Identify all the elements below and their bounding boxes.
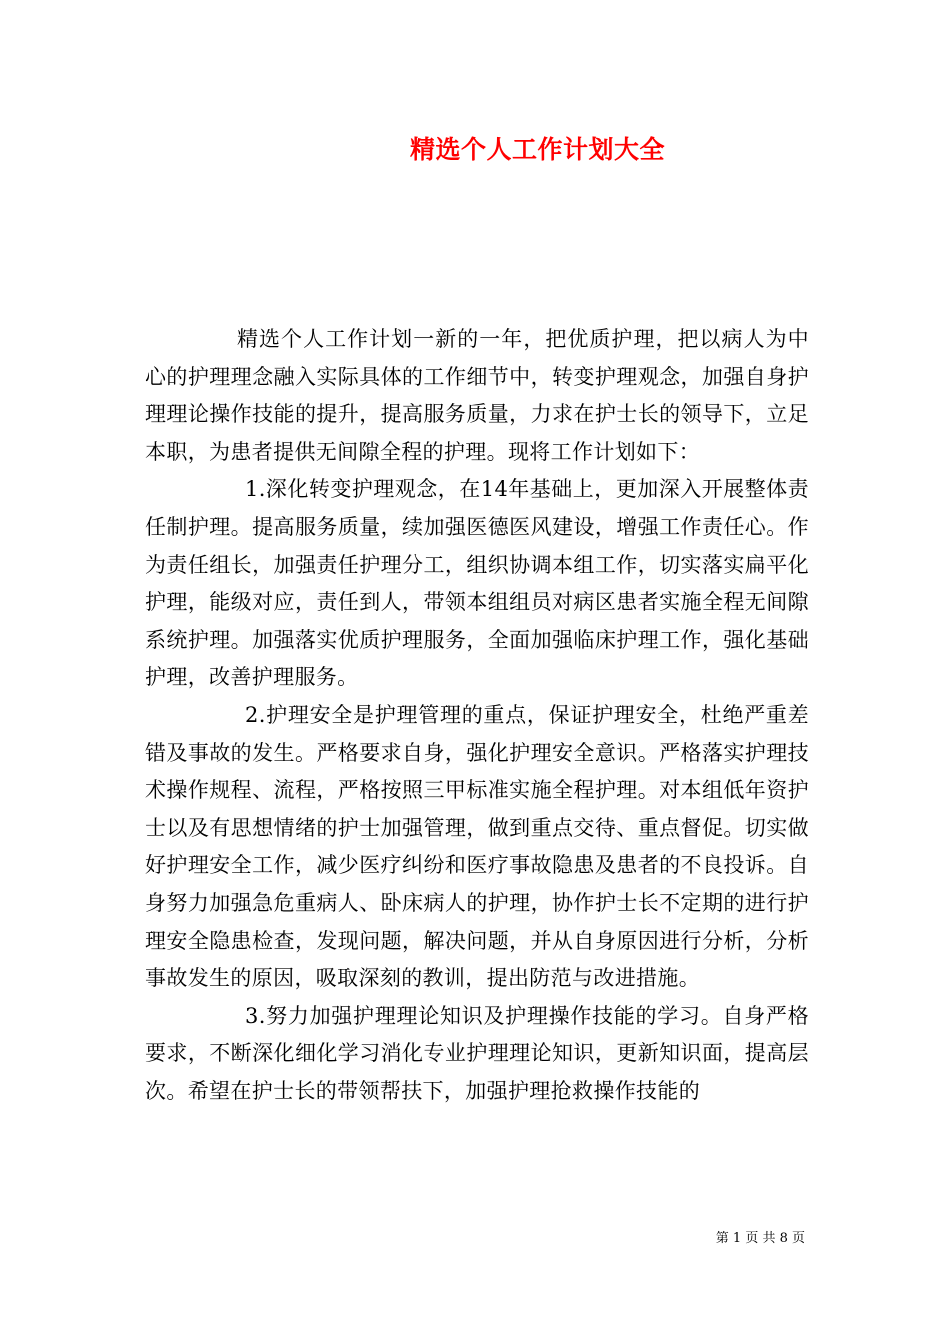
document-body [145, 321, 809, 1110]
intro-paragraph: 精选个人工作计划一新的一年，把优质护理，把以病人为中心的护理理念融入实际具体的工作细节中，转变护理观念，加强自身护理理论操作技能的提升，提高服务质量，力求在护士长的领导下，立足本职，为患者提供无间隙全程的护理。现将工作计划如下： [145, 327, 809, 464]
item-paragraph-2: 2.护理安全是护理管理的重点，保证护理安全，杜绝严重差错及事故的发生。严格要求自身，强化护理安全意识。严格落实护理技术操作规程、流程，严格按照三甲标准实施全程护理。对本组低年资护士以及有思想情绪的护士加强管理，做到重点交待、重点督促。切实做好护理安全工作，减少医疗纠纷和医疗事故隐患及患者的不良投诉。自身努力加强急危重病人、卧床病人的护理，协作护士长不定期的进行护理安全隐患检查，发现问题，解决问题，并从自身原因进行分析，分析事故发生的原因，吸取深刻的教训，提出防范与改进措施。 [145, 702, 809, 991]
page-number-footer: 第 1 页 共 8 页 [715, 1231, 805, 1246]
item-paragraph-3: 3.努力加强护理理论知识及护理操作技能的学习。自身严格要求，不断深化细化学习消化专业护理理论知识，更新知识面，提高层次。希望在护士长的带领帮扶下，加强护理抢救操作技能的 [145, 1003, 809, 1103]
document-title: 精选个人工作计划大全 [409, 135, 665, 164]
item-paragraph-1: 1.深化转变护理观念，在14年基础上，更加深入开展整体责任制护理。提高服务质量，续加强医德医风建设，增强工作责任心。作为责任组长，加强责任护理分工，组织协调本组工作，切实落实扁平化护理，能级对应，责任到人，带领本组组员对病区患者实施全程无间隙系统护理。加强落实优质护理服务，全面加强临床护理工作，强化基础护理，改善护理服务。 [145, 477, 809, 690]
